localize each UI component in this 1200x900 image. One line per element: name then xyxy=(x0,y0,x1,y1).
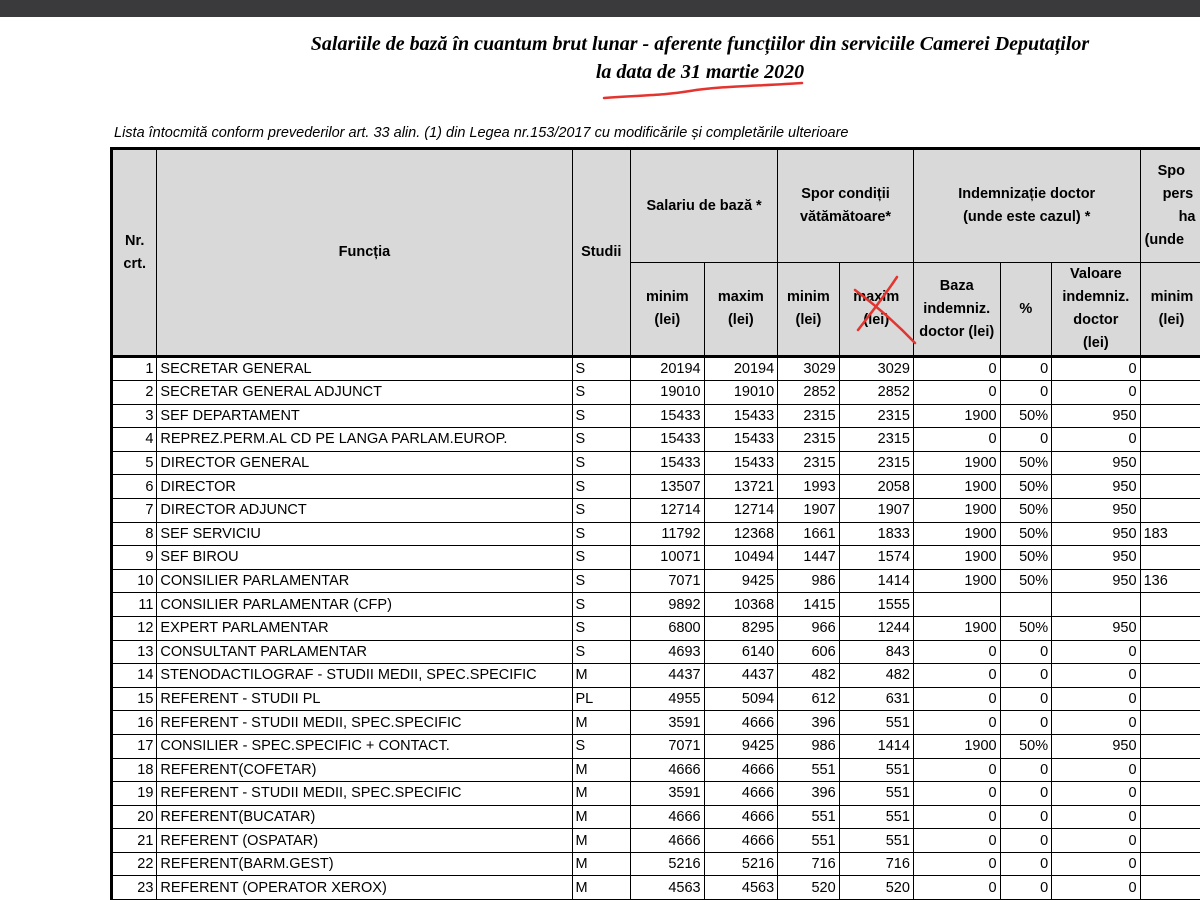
cell-nr: 3 xyxy=(112,404,157,428)
cell-spor-personal-minim xyxy=(1140,498,1200,522)
cell-spor-maxim: 2058 xyxy=(839,475,913,499)
cell-spor-minim: 1993 xyxy=(778,475,840,499)
cell-procent: 0 xyxy=(1000,664,1052,688)
header-spor-conditii: Spor condiții vătămătoare* xyxy=(778,149,914,263)
cell-spor-personal-minim xyxy=(1140,829,1200,853)
cell-studii: M xyxy=(572,805,631,829)
cell-procent: 0 xyxy=(1000,357,1052,381)
cell-spor-maxim: 551 xyxy=(839,711,913,735)
cell-baza-indemniz: 0 xyxy=(913,758,1000,782)
cell-spor-minim: 1447 xyxy=(778,546,840,570)
cell-salariu-maxim: 5216 xyxy=(704,852,778,876)
cell-nr: 15 xyxy=(112,687,157,711)
cell-spor-maxim: 716 xyxy=(839,852,913,876)
cell-salariu-maxim: 19010 xyxy=(704,381,778,405)
cell-functia: SECRETAR GENERAL xyxy=(157,357,572,381)
cell-procent: 0 xyxy=(1000,805,1052,829)
cell-nr: 22 xyxy=(112,852,157,876)
table-row xyxy=(112,687,1200,711)
cell-valoare-indemniz: 0 xyxy=(1052,758,1140,782)
cell-procent: 50% xyxy=(1000,734,1052,758)
cell-spor-maxim: 551 xyxy=(839,805,913,829)
cell-salariu-maxim: 15433 xyxy=(704,428,778,452)
table-row xyxy=(112,829,1200,853)
cell-spor-maxim: 551 xyxy=(839,829,913,853)
cell-baza-indemniz: 0 xyxy=(913,805,1000,829)
cell-studii: S xyxy=(572,475,631,499)
cell-baza-indemniz xyxy=(913,593,1000,617)
cell-salariu-minim: 3591 xyxy=(631,711,705,735)
cell-baza-indemniz: 1900 xyxy=(913,734,1000,758)
cell-spor-minim: 986 xyxy=(778,569,840,593)
header-sal-maxim: maxim (lei) xyxy=(704,263,778,357)
cell-salariu-maxim: 9425 xyxy=(704,569,778,593)
cell-studii: M xyxy=(572,758,631,782)
header-studii: Studii xyxy=(572,149,631,357)
cell-studii: S xyxy=(572,640,631,664)
cell-spor-personal-minim xyxy=(1140,687,1200,711)
header-salariu: Salariu de bază * xyxy=(631,149,778,263)
cell-procent: 0 xyxy=(1000,687,1052,711)
cell-spor-maxim: 2315 xyxy=(839,451,913,475)
cell-nr: 7 xyxy=(112,498,157,522)
cell-valoare-indemniz: 0 xyxy=(1052,711,1140,735)
cell-spor-maxim: 1414 xyxy=(839,734,913,758)
table-row xyxy=(112,428,1200,452)
table-row xyxy=(112,711,1200,735)
cell-baza-indemniz: 0 xyxy=(913,829,1000,853)
cell-spor-minim: 716 xyxy=(778,852,840,876)
cell-functia: REFERENT(BUCATAR) xyxy=(157,805,572,829)
cell-salariu-maxim: 4666 xyxy=(704,829,778,853)
cell-studii: M xyxy=(572,664,631,688)
cell-salariu-minim: 7071 xyxy=(631,734,705,758)
cell-nr: 14 xyxy=(112,664,157,688)
cell-salariu-minim: 3591 xyxy=(631,782,705,806)
cell-baza-indemniz: 0 xyxy=(913,782,1000,806)
cell-studii: S xyxy=(572,451,631,475)
cell-baza-indemniz: 0 xyxy=(913,852,1000,876)
cell-valoare-indemniz: 0 xyxy=(1052,876,1140,900)
cell-spor-personal-minim xyxy=(1140,711,1200,735)
cell-procent: 50% xyxy=(1000,498,1052,522)
cell-procent: 50% xyxy=(1000,569,1052,593)
cell-valoare-indemniz: 950 xyxy=(1052,616,1140,640)
cell-baza-indemniz: 0 xyxy=(913,664,1000,688)
cell-salariu-maxim: 4437 xyxy=(704,664,778,688)
cell-studii: S xyxy=(572,616,631,640)
cell-spor-personal-minim: 183 xyxy=(1140,522,1200,546)
cell-spor-maxim: 2315 xyxy=(839,428,913,452)
cell-spor-personal-minim xyxy=(1140,876,1200,900)
cell-functia: REFERENT (OPERATOR XEROX) xyxy=(157,876,572,900)
cell-spor-personal-minim xyxy=(1140,451,1200,475)
table-body xyxy=(112,357,1200,900)
cell-baza-indemniz: 1900 xyxy=(913,498,1000,522)
cell-salariu-maxim: 12714 xyxy=(704,498,778,522)
cell-baza-indemniz: 1900 xyxy=(913,546,1000,570)
cell-baza-indemniz: 0 xyxy=(913,640,1000,664)
cell-functia: REFERENT - STUDII MEDII, SPEC.SPECIFIC xyxy=(157,711,572,735)
document-subtitle: Lista întocmită conform prevederilor art. 33 alin. (1) din Legea nr.153/2017 cu modificările și completările ulterioare xyxy=(114,125,849,141)
cell-valoare-indemniz: 950 xyxy=(1052,498,1140,522)
cell-procent xyxy=(1000,593,1052,617)
table-row xyxy=(112,852,1200,876)
cell-nr: 9 xyxy=(112,546,157,570)
cell-baza-indemniz: 0 xyxy=(913,357,1000,381)
header-valoare-indemniz: Valoare indemniz. doctor (lei) xyxy=(1052,263,1140,357)
cell-nr: 17 xyxy=(112,734,157,758)
table-row xyxy=(112,522,1200,546)
cell-functia: SEF BIROU xyxy=(157,546,572,570)
cell-salariu-minim: 7071 xyxy=(631,569,705,593)
cell-spor-minim: 520 xyxy=(778,876,840,900)
header-baza-indemniz: Baza indemniz. doctor (lei) xyxy=(913,263,1000,357)
cell-spor-personal-minim xyxy=(1140,546,1200,570)
document-title: Salariile de bază în cuantum brut lunar - aferente funcțiilor din serviciile Camerei Deputaților xyxy=(310,33,1090,55)
cell-spor-personal-minim xyxy=(1140,381,1200,405)
cell-nr: 8 xyxy=(112,522,157,546)
cell-salariu-minim: 11792 xyxy=(631,522,705,546)
cell-spor-maxim: 3029 xyxy=(839,357,913,381)
cell-salariu-maxim: 15433 xyxy=(704,451,778,475)
cell-studii: S xyxy=(572,522,631,546)
cell-spor-minim: 986 xyxy=(778,734,840,758)
cell-spor-personal-minim: 136 xyxy=(1140,569,1200,593)
cell-spor-maxim: 1244 xyxy=(839,616,913,640)
cell-spor-maxim: 1574 xyxy=(839,546,913,570)
table-row xyxy=(112,498,1200,522)
cell-spor-minim: 2852 xyxy=(778,381,840,405)
cell-functia: CONSILIER PARLAMENTAR (CFP) xyxy=(157,593,572,617)
cell-valoare-indemniz: 950 xyxy=(1052,522,1140,546)
cell-procent: 0 xyxy=(1000,381,1052,405)
cell-salariu-maxim: 9425 xyxy=(704,734,778,758)
cell-baza-indemniz: 1900 xyxy=(913,522,1000,546)
cell-salariu-minim: 12714 xyxy=(631,498,705,522)
cell-studii: S xyxy=(572,734,631,758)
table-row xyxy=(112,569,1200,593)
cell-procent: 0 xyxy=(1000,876,1052,900)
cell-spor-personal-minim xyxy=(1140,404,1200,428)
cell-salariu-maxim: 10494 xyxy=(704,546,778,570)
cell-valoare-indemniz: 0 xyxy=(1052,640,1140,664)
cell-salariu-minim: 4666 xyxy=(631,805,705,829)
cell-nr: 18 xyxy=(112,758,157,782)
cell-nr: 1 xyxy=(112,357,157,381)
cell-nr: 23 xyxy=(112,876,157,900)
cell-valoare-indemniz: 0 xyxy=(1052,687,1140,711)
cell-spor-personal-minim xyxy=(1140,734,1200,758)
cell-spor-maxim: 1833 xyxy=(839,522,913,546)
cell-spor-personal-minim xyxy=(1140,852,1200,876)
cell-spor-personal-minim xyxy=(1140,758,1200,782)
cell-studii: S xyxy=(572,498,631,522)
cell-procent: 0 xyxy=(1000,640,1052,664)
cell-functia: REFERENT(BARM.GEST) xyxy=(157,852,572,876)
cell-spor-minim: 396 xyxy=(778,782,840,806)
cell-spor-maxim: 1907 xyxy=(839,498,913,522)
cell-spor-minim: 1415 xyxy=(778,593,840,617)
cell-studii: S xyxy=(572,546,631,570)
cell-valoare-indemniz: 950 xyxy=(1052,569,1140,593)
cell-studii: M xyxy=(572,852,631,876)
cell-valoare-indemniz: 0 xyxy=(1052,805,1140,829)
cell-functia: DIRECTOR ADJUNCT xyxy=(157,498,572,522)
cell-nr: 13 xyxy=(112,640,157,664)
cell-spor-personal-minim xyxy=(1140,428,1200,452)
cell-spor-personal-minim xyxy=(1140,593,1200,617)
table-row xyxy=(112,640,1200,664)
cell-procent: 0 xyxy=(1000,711,1052,735)
cell-salariu-maxim: 8295 xyxy=(704,616,778,640)
cell-salariu-minim: 10071 xyxy=(631,546,705,570)
cell-functia: REFERENT - STUDII MEDII, SPEC.SPECIFIC xyxy=(157,782,572,806)
cell-spor-minim: 551 xyxy=(778,758,840,782)
table-row xyxy=(112,593,1200,617)
cell-procent: 0 xyxy=(1000,758,1052,782)
cell-nr: 11 xyxy=(112,593,157,617)
cell-valoare-indemniz: 0 xyxy=(1052,428,1140,452)
viewer-top-bar xyxy=(0,0,1200,17)
cell-valoare-indemniz xyxy=(1052,593,1140,617)
cell-procent: 50% xyxy=(1000,404,1052,428)
cell-nr: 2 xyxy=(112,381,157,405)
cell-baza-indemniz: 0 xyxy=(913,381,1000,405)
cell-nr: 6 xyxy=(112,475,157,499)
cell-valoare-indemniz: 950 xyxy=(1052,546,1140,570)
cell-salariu-maxim: 4666 xyxy=(704,805,778,829)
cell-studii: S xyxy=(572,381,631,405)
cell-baza-indemniz: 0 xyxy=(913,711,1000,735)
cell-nr: 12 xyxy=(112,616,157,640)
cell-functia: REFERENT(COFETAR) xyxy=(157,758,572,782)
cell-studii: S xyxy=(572,404,631,428)
cell-spor-personal-minim xyxy=(1140,664,1200,688)
cell-valoare-indemniz: 950 xyxy=(1052,404,1140,428)
table-row xyxy=(112,616,1200,640)
cell-salariu-minim: 19010 xyxy=(631,381,705,405)
header-nr: Nr. crt. xyxy=(112,149,157,357)
cell-spor-maxim: 482 xyxy=(839,664,913,688)
cell-functia: DIRECTOR GENERAL xyxy=(157,451,572,475)
cell-valoare-indemniz: 0 xyxy=(1052,381,1140,405)
cell-functia: SEF DEPARTAMENT xyxy=(157,404,572,428)
cell-spor-minim: 2315 xyxy=(778,404,840,428)
cell-procent: 0 xyxy=(1000,852,1052,876)
table-row xyxy=(112,451,1200,475)
cell-valoare-indemniz: 0 xyxy=(1052,782,1140,806)
cell-spor-minim: 966 xyxy=(778,616,840,640)
table-row xyxy=(112,357,1200,381)
cell-spor-maxim: 520 xyxy=(839,876,913,900)
table-row xyxy=(112,758,1200,782)
table-row xyxy=(112,876,1200,900)
cell-functia: STENODACTILOGRAF - STUDII MEDII, SPEC.SPECIFIC xyxy=(157,664,572,688)
cell-studii: M xyxy=(572,829,631,853)
cell-valoare-indemniz: 0 xyxy=(1052,664,1140,688)
header-spor-personal: Spo pers ha (unde xyxy=(1140,149,1200,263)
cell-procent: 50% xyxy=(1000,546,1052,570)
cell-baza-indemniz: 1900 xyxy=(913,616,1000,640)
cell-nr: 19 xyxy=(112,782,157,806)
cell-spor-minim: 551 xyxy=(778,829,840,853)
cell-salariu-minim: 4563 xyxy=(631,876,705,900)
cell-salariu-maxim: 12368 xyxy=(704,522,778,546)
cell-nr: 21 xyxy=(112,829,157,853)
cell-salariu-maxim: 6140 xyxy=(704,640,778,664)
cell-studii: M xyxy=(572,876,631,900)
cell-salariu-minim: 4693 xyxy=(631,640,705,664)
cell-salariu-minim: 4666 xyxy=(631,758,705,782)
cell-spor-minim: 612 xyxy=(778,687,840,711)
cell-procent: 0 xyxy=(1000,829,1052,853)
cell-baza-indemniz: 0 xyxy=(913,876,1000,900)
cell-studii: M xyxy=(572,711,631,735)
cell-spor-personal-minim xyxy=(1140,357,1200,381)
cell-salariu-maxim: 4666 xyxy=(704,711,778,735)
table-row xyxy=(112,381,1200,405)
cell-salariu-maxim: 4666 xyxy=(704,758,778,782)
cell-nr: 4 xyxy=(112,428,157,452)
cell-functia: CONSULTANT PARLAMENTAR xyxy=(157,640,572,664)
header-procent: % xyxy=(1000,263,1052,357)
cell-salariu-minim: 4437 xyxy=(631,664,705,688)
cell-procent: 0 xyxy=(1000,782,1052,806)
cell-spor-minim: 3029 xyxy=(778,357,840,381)
cell-salariu-maxim: 4666 xyxy=(704,782,778,806)
cell-spor-personal-minim xyxy=(1140,475,1200,499)
salary-table xyxy=(110,147,1200,900)
cell-procent: 50% xyxy=(1000,451,1052,475)
cell-valoare-indemniz: 0 xyxy=(1052,852,1140,876)
table-row xyxy=(112,805,1200,829)
cell-studii: S xyxy=(572,593,631,617)
cell-salariu-minim: 20194 xyxy=(631,357,705,381)
header-spor-maxim: maxim (lei) xyxy=(839,263,913,357)
cell-salariu-minim: 15433 xyxy=(631,428,705,452)
document-date-line: la data de 31 martie 2020 xyxy=(595,61,805,83)
cell-functia: SEF SERVICIU xyxy=(157,522,572,546)
cell-functia: DIRECTOR xyxy=(157,475,572,499)
cell-spor-personal-minim xyxy=(1140,805,1200,829)
cell-spor-maxim: 551 xyxy=(839,782,913,806)
cell-functia: EXPERT PARLAMENTAR xyxy=(157,616,572,640)
header-spor-minim: minim (lei) xyxy=(778,263,840,357)
cell-salariu-minim: 15433 xyxy=(631,404,705,428)
cell-nr: 20 xyxy=(112,805,157,829)
cell-spor-minim: 2315 xyxy=(778,428,840,452)
cell-salariu-minim: 13507 xyxy=(631,475,705,499)
cell-salariu-minim: 15433 xyxy=(631,451,705,475)
cell-procent: 50% xyxy=(1000,522,1052,546)
table-row xyxy=(112,475,1200,499)
table-row xyxy=(112,546,1200,570)
cell-spor-minim: 1907 xyxy=(778,498,840,522)
cell-salariu-maxim: 5094 xyxy=(704,687,778,711)
cell-spor-maxim: 1555 xyxy=(839,593,913,617)
cell-valoare-indemniz: 0 xyxy=(1052,357,1140,381)
cell-functia: REFERENT - STUDII PL xyxy=(157,687,572,711)
cell-salariu-maxim: 4563 xyxy=(704,876,778,900)
cell-spor-maxim: 2315 xyxy=(839,404,913,428)
cell-baza-indemniz: 1900 xyxy=(913,451,1000,475)
cell-salariu-minim: 5216 xyxy=(631,852,705,876)
header-spor-personal-minim: minim (lei) xyxy=(1140,263,1200,357)
cell-salariu-minim: 4666 xyxy=(631,829,705,853)
header-indemnizatie: Indemnizație doctor (unde este cazul) * xyxy=(913,149,1140,263)
cell-spor-minim: 2315 xyxy=(778,451,840,475)
cell-baza-indemniz: 0 xyxy=(913,428,1000,452)
cell-salariu-maxim: 15433 xyxy=(704,404,778,428)
cell-valoare-indemniz: 950 xyxy=(1052,451,1140,475)
cell-salariu-minim: 9892 xyxy=(631,593,705,617)
cell-spor-maxim: 551 xyxy=(839,758,913,782)
cell-functia: REFERENT (OSPATAR) xyxy=(157,829,572,853)
cell-valoare-indemniz: 0 xyxy=(1052,829,1140,853)
cell-baza-indemniz: 0 xyxy=(913,687,1000,711)
red-underline-mark xyxy=(604,83,802,98)
cell-studii: M xyxy=(572,782,631,806)
cell-nr: 5 xyxy=(112,451,157,475)
table-row xyxy=(112,734,1200,758)
cell-spor-maxim: 2852 xyxy=(839,381,913,405)
cell-studii: S xyxy=(572,428,631,452)
cell-baza-indemniz: 1900 xyxy=(913,475,1000,499)
cell-salariu-maxim: 20194 xyxy=(704,357,778,381)
cell-studii: S xyxy=(572,569,631,593)
cell-procent: 50% xyxy=(1000,475,1052,499)
cell-salariu-minim: 4955 xyxy=(631,687,705,711)
cell-spor-personal-minim xyxy=(1140,640,1200,664)
cell-nr: 10 xyxy=(112,569,157,593)
cell-valoare-indemniz: 950 xyxy=(1052,475,1140,499)
cell-spor-minim: 482 xyxy=(778,664,840,688)
cell-spor-minim: 606 xyxy=(778,640,840,664)
cell-valoare-indemniz: 950 xyxy=(1052,734,1140,758)
cell-spor-personal-minim xyxy=(1140,782,1200,806)
cell-salariu-maxim: 13721 xyxy=(704,475,778,499)
cell-functia: REPREZ.PERM.AL CD PE LANGA PARLAM.EUROP. xyxy=(157,428,572,452)
cell-functia: CONSILIER - SPEC.SPECIFIC + CONTACT. xyxy=(157,734,572,758)
table-row xyxy=(112,782,1200,806)
cell-salariu-maxim: 10368 xyxy=(704,593,778,617)
cell-spor-maxim: 631 xyxy=(839,687,913,711)
cell-studii: S xyxy=(572,357,631,381)
header-sal-minim: minim (lei) xyxy=(631,263,705,357)
cell-spor-minim: 551 xyxy=(778,805,840,829)
cell-baza-indemniz: 1900 xyxy=(913,404,1000,428)
cell-spor-personal-minim xyxy=(1140,616,1200,640)
cell-spor-minim: 1661 xyxy=(778,522,840,546)
cell-studii: PL xyxy=(572,687,631,711)
cell-nr: 16 xyxy=(112,711,157,735)
cell-procent: 0 xyxy=(1000,428,1052,452)
cell-spor-maxim: 1414 xyxy=(839,569,913,593)
cell-baza-indemniz: 1900 xyxy=(913,569,1000,593)
cell-salariu-minim: 6800 xyxy=(631,616,705,640)
cell-spor-maxim: 843 xyxy=(839,640,913,664)
header-functia: Funcția xyxy=(157,149,572,357)
table-row xyxy=(112,404,1200,428)
cell-spor-minim: 396 xyxy=(778,711,840,735)
cell-procent: 50% xyxy=(1000,616,1052,640)
table-row xyxy=(112,664,1200,688)
cell-functia: CONSILIER PARLAMENTAR xyxy=(157,569,572,593)
cell-functia: SECRETAR GENERAL ADJUNCT xyxy=(157,381,572,405)
